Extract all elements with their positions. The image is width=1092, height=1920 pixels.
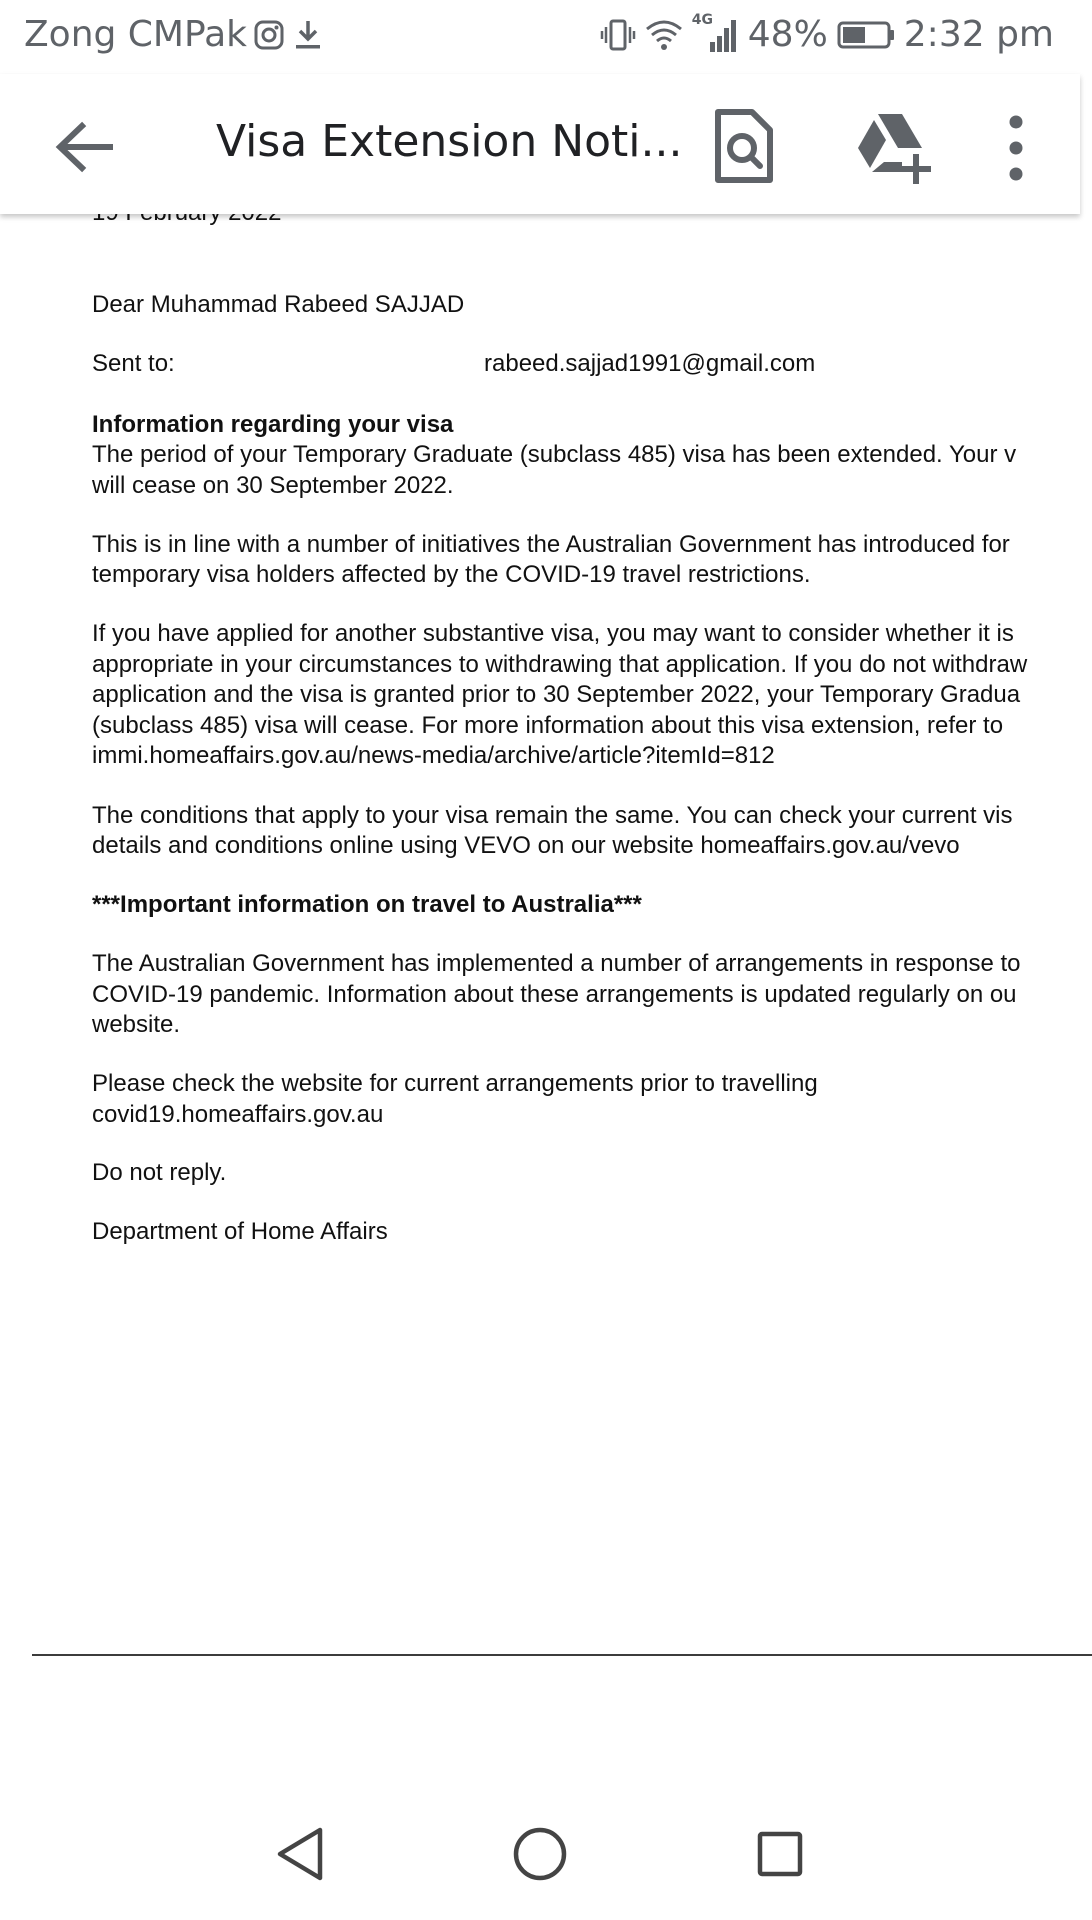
para5-line: The Australian Government has implemented a number of arrangements in response to — [92, 950, 1021, 977]
para6-line: Please check the website for current arrangements prior to travelling — [92, 1070, 818, 1097]
para1-line: The period of your Temporary Graduate (subclass 485) visa has been extended. Your v — [92, 441, 1017, 468]
more-vert-icon — [996, 110, 1036, 186]
app-bar — [0, 74, 1080, 214]
para2-line: This is in line with a number of initiatives the Australian Government has introduced for — [92, 531, 1010, 558]
carrier-name: Zong CMPak — [24, 14, 247, 55]
back-arrow-icon — [50, 112, 120, 182]
status-right — [600, 11, 1054, 55]
add-to-drive-icon — [852, 110, 932, 186]
page-divider — [32, 1654, 1092, 1656]
status-bar — [0, 0, 1080, 74]
nav-home-button[interactable] — [508, 1822, 572, 1886]
para5-line: website. — [92, 1011, 181, 1038]
para4-line: The conditions that apply to your visa remain the same. You can check your current vis — [92, 802, 1013, 829]
battery-percent: 48% — [747, 14, 828, 55]
status-left — [24, 14, 325, 55]
nav-back-button[interactable] — [268, 1822, 332, 1886]
find-in-document-button[interactable] — [712, 106, 776, 186]
back-button[interactable] — [50, 112, 120, 182]
instagram-icon — [253, 19, 285, 51]
add-to-drive-button[interactable] — [852, 110, 932, 186]
navigation-bar — [0, 1794, 1080, 1920]
signal-icon — [691, 11, 740, 54]
network-type: 4G — [691, 11, 713, 28]
para3-line: appropriate in your circumstances to withdrawing that application. If you do not withdraw — [92, 651, 1028, 678]
more-options-button[interactable] — [996, 110, 1036, 186]
nav-recents-icon — [748, 1822, 812, 1886]
para5-line: COVID-19 pandemic. Information about these arrangements is updated regularly on ou — [92, 981, 1017, 1008]
para3-line: immi.homeaffairs.gov.au/news-media/archive/article?itemId=812 — [92, 742, 775, 769]
para4-line: details and conditions online using VEVO on our website homeaffairs.gov.au/vevo — [92, 832, 960, 859]
find-in-document-icon — [712, 106, 776, 186]
para3-line: application and the visa is granted prior to 30 September 2022, your Temporary Gradua — [92, 681, 1021, 708]
sent-to-label: Sent to: — [92, 350, 175, 377]
para6-line: covid19.homeaffairs.gov.au — [92, 1101, 384, 1128]
salutation: Dear Muhammad Rabeed SAJJAD — [92, 291, 465, 318]
vibrate-icon — [600, 17, 636, 53]
travel-heading: ***Important information on travel to Australia*** — [92, 891, 642, 918]
nav-home-icon — [508, 1822, 572, 1886]
clock: 2:32 pm — [903, 14, 1054, 55]
wifi-icon — [644, 17, 684, 53]
para3-line: If you have applied for another substantive visa, you may want to consider whether it is — [92, 620, 1014, 647]
para2-line: temporary visa holders affected by the COVID-19 travel restrictions. — [92, 561, 811, 588]
battery-icon — [836, 19, 896, 51]
signature: Department of Home Affairs — [92, 1218, 388, 1245]
download-icon — [291, 18, 325, 52]
para3-line: (subclass 485) visa will cease. For more information about this visa extension, refer to — [92, 712, 1004, 739]
nav-back-icon — [268, 1822, 332, 1886]
para1-line: will cease on 30 September 2022. — [92, 472, 454, 499]
sent-to-email: rabeed.sajjad1991@gmail.com — [484, 350, 816, 377]
document-title: Visa Extension Noti... — [216, 116, 683, 167]
visa-heading: Information regarding your visa — [92, 411, 454, 438]
nav-recents-button[interactable] — [748, 1822, 812, 1886]
no-reply-line: Do not reply. — [92, 1159, 227, 1186]
document-viewer[interactable] — [0, 214, 1080, 1794]
